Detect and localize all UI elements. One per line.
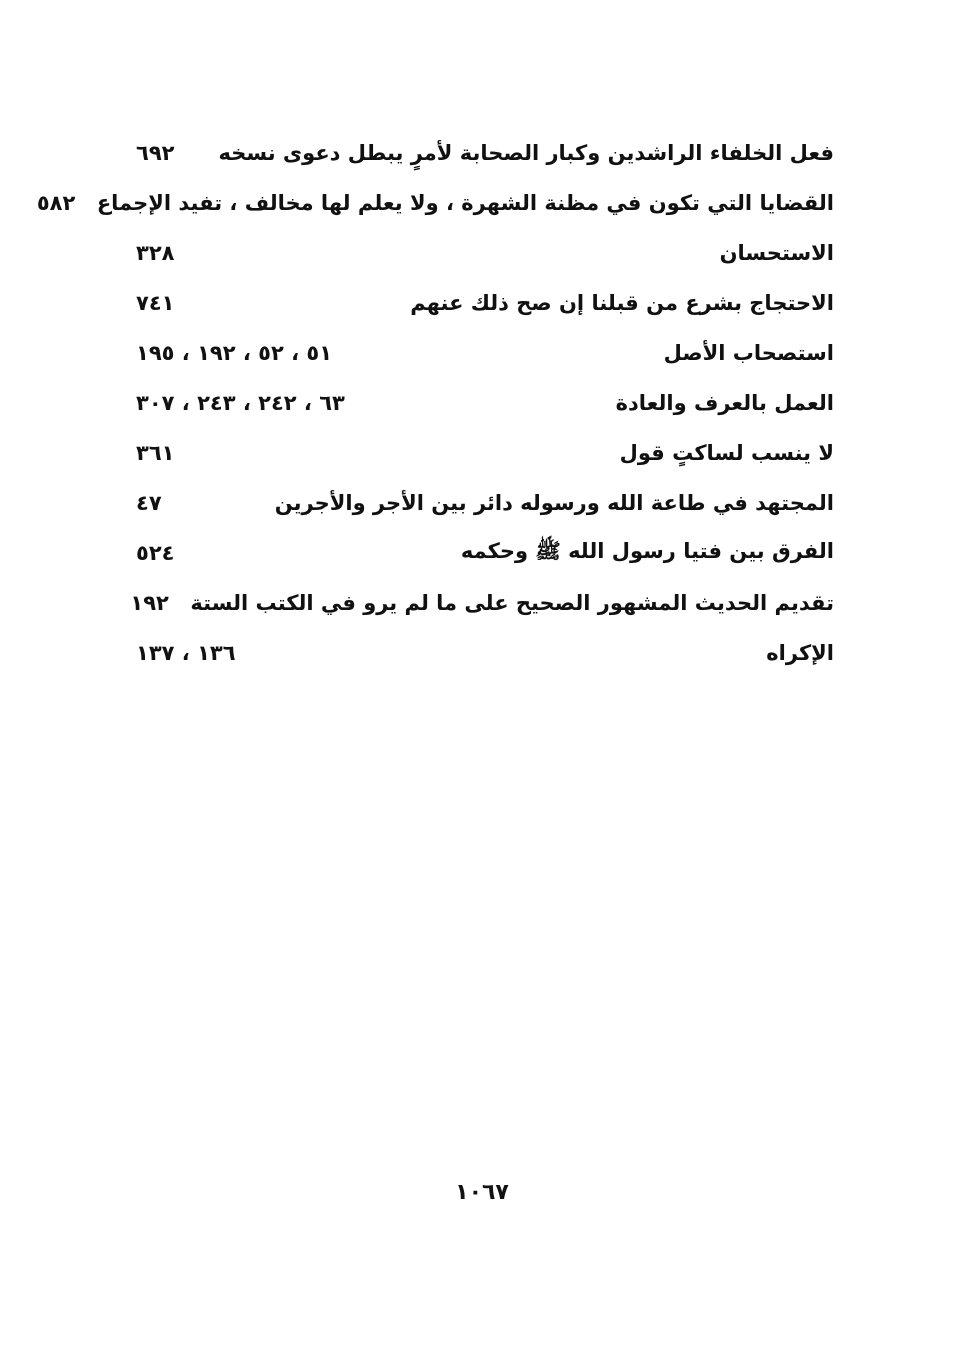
entry-pages: ٧٤١ xyxy=(136,291,175,315)
entry-topic: الاستحسان xyxy=(719,241,834,265)
entry-pages: ٣٢٨ xyxy=(136,241,175,265)
entry-pages: ٤٧ xyxy=(136,491,162,515)
entry-pages: ٦٩٢ xyxy=(136,141,175,165)
index-entry xyxy=(136,328,834,378)
entry-topic: العمل بالعرف والعادة xyxy=(615,391,834,415)
entry-pages: ٥١ ، ٥٢ ، ١٩٢ ، ١٩٥ xyxy=(136,341,333,365)
index-entry xyxy=(130,578,834,628)
index-entry xyxy=(36,178,834,228)
entry-pages: ٣٦١ xyxy=(136,441,175,465)
entry-topic: الإكراه xyxy=(766,641,834,665)
entry-topic: لا ينسب لساكتٍ قول xyxy=(619,441,834,465)
entry-pages: ١٣٦ ، ١٣٧ xyxy=(136,641,236,665)
entry-topic: الاحتجاج بشرع من قبلنا إن صح ذلك عنهم xyxy=(410,291,834,315)
index-entry xyxy=(136,628,834,678)
entry-pages: ٥٨٢ xyxy=(36,191,76,215)
index-entry xyxy=(136,428,834,478)
entry-topic: القضايا التي تكون في مظنة الشهرة ، ولا يعلم لها مخالف ، تفيد الإجماع xyxy=(96,191,834,215)
entry-pages: ٥٢٤ xyxy=(136,541,175,565)
index-entry xyxy=(136,528,834,578)
entry-pages: ٦٣ ، ٢٤٢ ، ٢٤٣ ، ٣٠٧ xyxy=(136,391,345,415)
index-entry xyxy=(136,378,834,428)
entry-topic: الفرق بين فتيا رسول الله ﷺ وحكمه xyxy=(460,538,834,563)
index-entry xyxy=(136,128,834,178)
index-entry xyxy=(136,278,834,328)
index-list xyxy=(36,128,834,678)
entry-pages: ١٩٢ xyxy=(130,591,169,615)
entry-topic: فعل الخلفاء الراشدين وكبار الصحابة لأمرٍ يبطل دعوى نسخه xyxy=(218,141,834,165)
entry-topic: استصحاب الأصل xyxy=(663,341,834,365)
entry-topic: المجتهد في طاعة الله ورسوله دائر بين الأجر والأجرين xyxy=(274,491,834,515)
page-number: ١٠٦٧ xyxy=(455,1180,509,1205)
index-entry xyxy=(136,478,834,528)
entry-topic: تقديم الحديث المشهور الصحيح على ما لم يرو في الكتب الستة xyxy=(190,591,834,615)
index-entry xyxy=(136,228,834,278)
